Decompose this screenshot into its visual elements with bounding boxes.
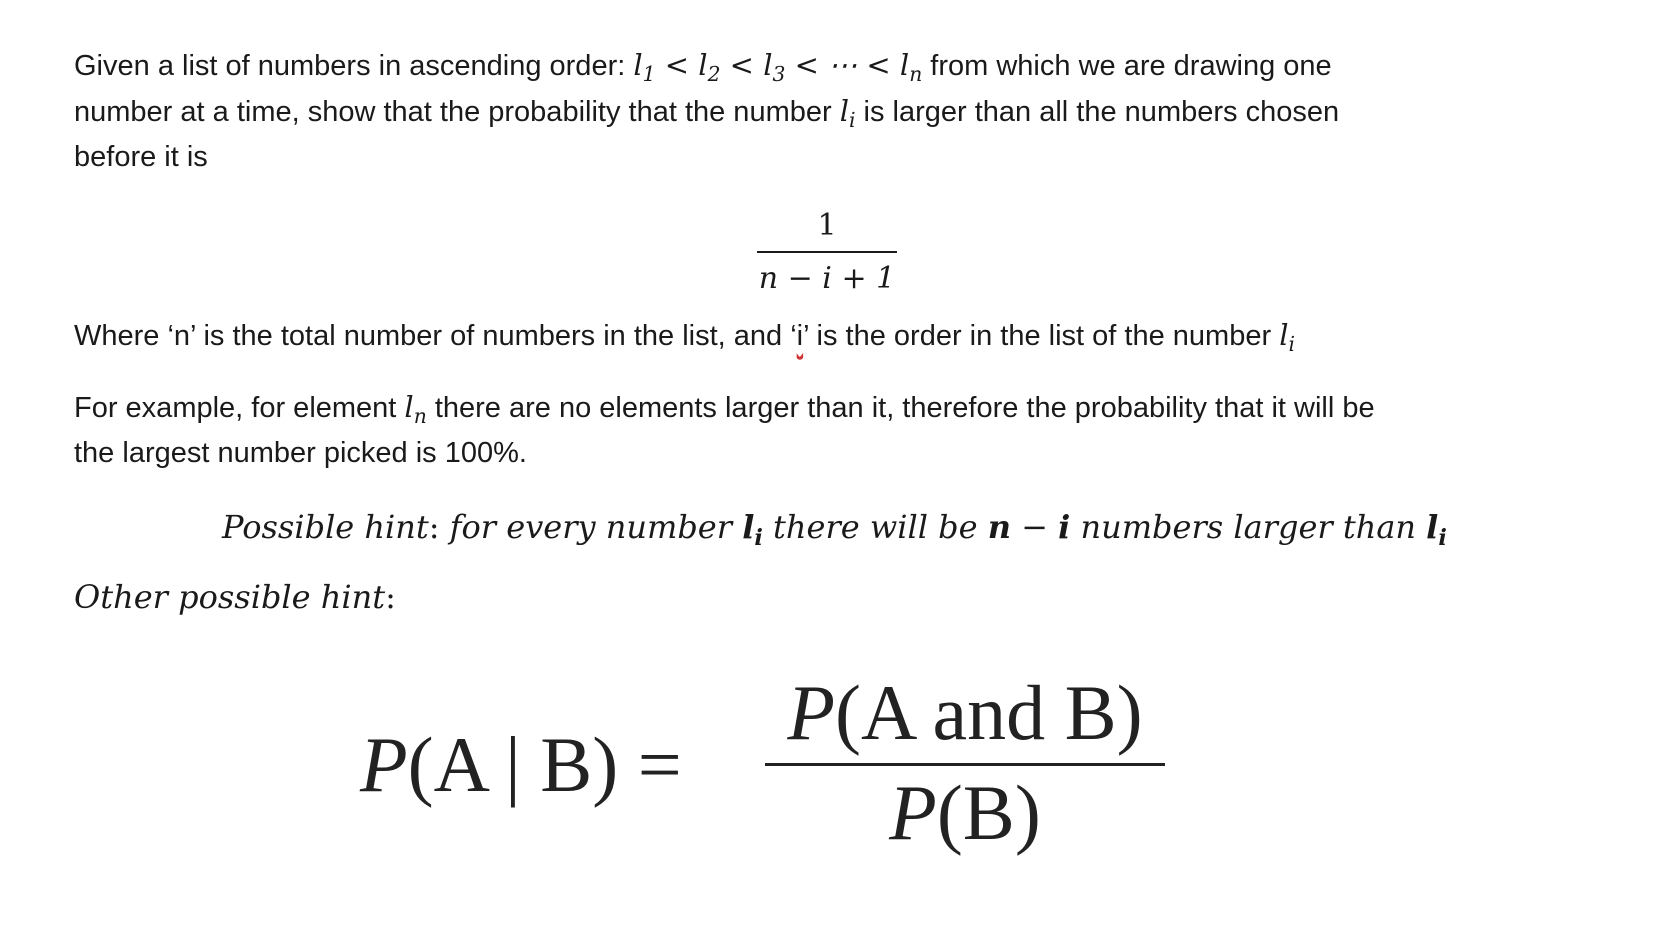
fraction-numerator: 1 <box>817 208 837 243</box>
problem-statement-line-2: number at a time, show that the probability that the number $l_i$ is larger than all the numbers chosen <box>74 94 1340 133</box>
math-l-i: $l_i$ <box>1279 318 1295 357</box>
math-l-n: $l_n$ <box>404 390 427 429</box>
math-l-i: $l_i$ <box>839 94 856 133</box>
formula-fraction-bar <box>765 763 1165 766</box>
hint-two: Other possible hint: <box>74 578 396 616</box>
math-l-i-bold: $l_i$ <box>1426 508 1447 552</box>
example-line-2: the largest number picked is 100%. <box>74 437 527 469</box>
definition-line: Where ‘n’ is the total number of numbers in the list, and ‘i’ is the order in the list of the number $l_i$ <box>74 318 1295 357</box>
formula-rhs <box>765 670 1165 855</box>
example-line-1: For example, for element $l_n$ there are no elements larger than it, therefore the probability that it will be <box>74 390 1375 429</box>
statement-text: from which we are drawing one <box>922 50 1332 82</box>
math-sequence: $l_1 < l_2 < l_3$ < ⋯ < $l_n$ <box>633 48 923 87</box>
statement-text: Given a list of numbers in ascending order: <box>74 50 634 82</box>
spellcheck-mark: i <box>796 320 804 352</box>
formula-numerator: P(A and B) <box>787 669 1143 756</box>
formula-lhs: P(A | B) = <box>360 721 682 808</box>
problem-statement-line-1 <box>74 42 1332 89</box>
probability-fraction <box>757 205 897 299</box>
formula-denominator: P(B) <box>889 769 1041 856</box>
fraction-bar <box>757 251 897 253</box>
problem-statement-line-3: before it is <box>74 141 208 173</box>
math-l-i-bold: $l_i$ <box>742 508 763 552</box>
fraction-denominator: n − i + 1 <box>758 261 896 296</box>
hint-one: Possible hint: for every number $l_i$ there will be n − i numbers larger than $l_i$ <box>222 508 1447 552</box>
